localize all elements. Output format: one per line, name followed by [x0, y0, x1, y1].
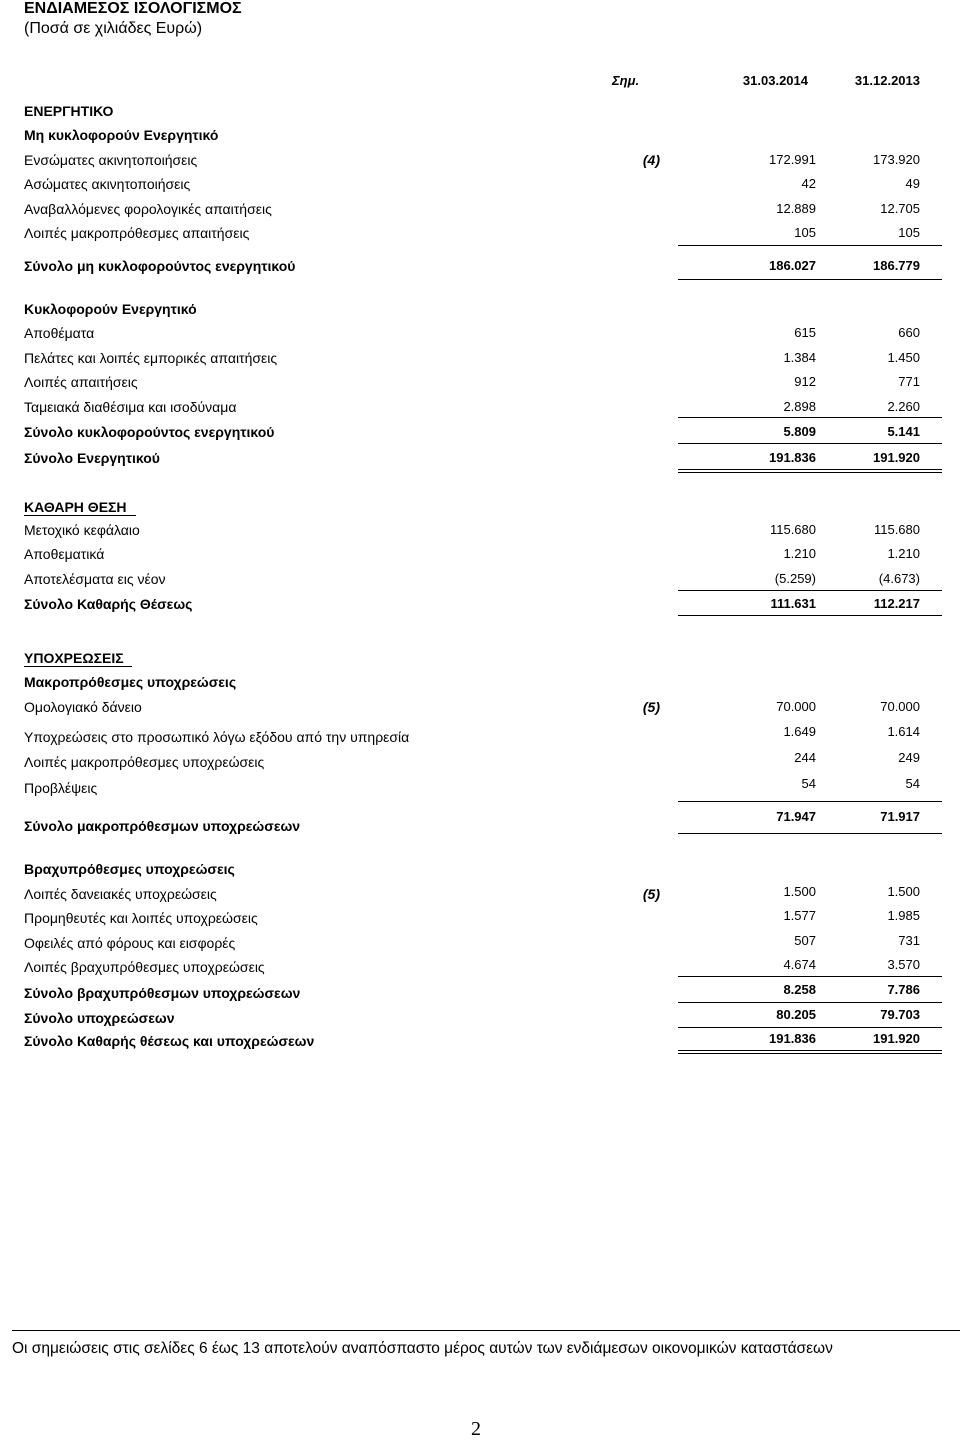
subsection-heading-shortterm: [24, 859, 924, 879]
row-value-2014: 186.027: [769, 258, 816, 273]
table-row: [24, 752, 924, 772]
section-heading-assets: [24, 101, 924, 121]
row-value-2013: 173.920: [873, 152, 920, 167]
row-label: Μη κυκλοφορούν Ενεργητικό: [24, 127, 219, 143]
row-value-2014: 2.898: [783, 399, 816, 414]
table-row: [24, 223, 924, 243]
row-value-2013: 112.217: [873, 596, 920, 611]
row-value-2013: 1.210: [887, 546, 920, 561]
subtotal-rule: [678, 417, 942, 418]
row-value-2013: 191.920: [873, 1031, 920, 1046]
row-label: ΕΝΕΡΓΗΤΙΚΟ: [24, 103, 114, 119]
row-label: Πελάτες και λοιπές εμπορικές απαιτήσεις: [24, 350, 278, 366]
row-value-2014: 912: [794, 374, 816, 389]
subsection-heading-longterm: [24, 672, 924, 692]
table-row: [24, 884, 924, 904]
total-row: [24, 448, 924, 468]
row-value-2013: 71.917: [880, 809, 920, 824]
row-value-2013: 7.786: [887, 982, 920, 997]
row-label: Αποτελέσματα εις νέον: [24, 571, 166, 587]
table-row: [24, 697, 924, 717]
row-label: ΚΑΘΑΡΗ ΘΕΣΗ: [24, 499, 127, 515]
row-value-2014: 5.809: [783, 424, 816, 439]
row-value-2013: 12.705: [880, 201, 920, 216]
subtotal-rule: [678, 245, 942, 246]
subsection-heading-noncurrent-assets: [24, 125, 924, 145]
row-value-2014: 8.258: [783, 982, 816, 997]
row-label: Ταμειακά διαθέσιμα και ισοδύναμα: [24, 399, 237, 415]
subtotal-rule: [678, 1002, 942, 1003]
row-label: Ενσώματες ακινητοποιήσεις: [24, 152, 198, 168]
table-row: [24, 778, 924, 798]
table-row: [24, 372, 924, 392]
row-value-2014: (5.259): [774, 571, 816, 586]
row-value-2014: 70.000: [776, 699, 816, 714]
table-row: [24, 908, 924, 928]
row-value-2013: (4.673): [878, 571, 920, 586]
row-note-ref: (5): [642, 699, 660, 715]
row-value-2013: 731: [898, 933, 920, 948]
row-value-2014: 71.947: [776, 809, 816, 824]
grand-total-row: [24, 1031, 924, 1051]
table-row: [24, 957, 924, 977]
row-value-2014: 507: [794, 933, 816, 948]
row-value-2014: 12.889: [776, 201, 816, 216]
row-label: Μετοχικό κεφάλαιο: [24, 522, 140, 538]
row-note-ref: (5): [642, 886, 660, 902]
row-value-2014: 1.384: [783, 350, 816, 365]
row-label: Αποθεματικά: [24, 546, 105, 562]
subsection-heading-current-assets: [24, 299, 924, 319]
row-value-2014: 191.836: [769, 450, 816, 465]
table-row: [24, 348, 924, 368]
document-title: ΕΝΔΙΑΜΕΣΟΣ ΙΣΟΛΟΓΙΣΜΟΣ: [24, 0, 242, 17]
footer-rule: [12, 1330, 960, 1331]
page-number: 2: [471, 1418, 481, 1440]
table-row: [24, 520, 924, 540]
row-value-2014: 244: [794, 750, 816, 765]
row-value-2014: 1.577: [783, 908, 816, 923]
row-value-2014: 111.631: [770, 596, 816, 611]
row-label: Προβλέψεις: [24, 780, 98, 796]
row-label: Σύνολο Ενεργητικού: [24, 450, 160, 466]
subtotal-row: [24, 983, 924, 1003]
row-value-2014: 191.836: [769, 1031, 816, 1046]
total-row: [24, 594, 924, 614]
date-column-header-1: 31.03.2014: [742, 73, 808, 88]
total-rule: [678, 1050, 942, 1051]
row-label: Ασώματες ακινητοποιήσεις: [24, 176, 191, 192]
row-value-2013: 191.920: [873, 450, 920, 465]
section-heading-equity: [24, 497, 924, 517]
total-double-rule: [678, 1053, 942, 1054]
row-label: Λοιπές βραχυπρόθεσμες υποχρεώσεις: [24, 959, 265, 975]
total-rule: [678, 279, 942, 280]
row-label: Σύνολο μη κυκλοφορούντος ενεργητικού: [24, 258, 296, 274]
row-value-2014: 1.500: [783, 884, 816, 899]
row-label: Υποχρεώσεις στο προσωπικό λόγω εξόδου από την υπηρεσία: [24, 729, 410, 745]
row-value-2013: 49: [905, 176, 920, 191]
table-row: [24, 150, 924, 170]
row-value-2013: 186.779: [873, 258, 920, 273]
row-label: Αποθέματα: [24, 325, 95, 341]
table-row: [24, 933, 924, 953]
row-label: Λοιπές απαιτήσεις: [24, 374, 138, 390]
row-label: Κυκλοφορούν Ενεργητικό: [24, 301, 197, 317]
footer-note: Οι σημειώσεις στις σελίδες 6 έως 13 αποτελούν αναπόσπαστο μέρος αυτών των ενδιάμεσων οικονομικών καταστάσεων: [12, 1340, 833, 1357]
row-label: ΥΠΟΧΡΕΩΣΕΙΣ: [24, 650, 124, 666]
row-value-2013: 1.614: [887, 724, 920, 739]
subtotal-rule: [678, 801, 942, 802]
row-label: Λοιπές μακροπρόθεσμες απαιτήσεις: [24, 225, 250, 241]
row-label: Προμηθευτές και λοιπές υποχρεώσεις: [24, 910, 258, 926]
row-label: Σύνολο Καθαρής θέσεως και υποχρεώσεων: [24, 1033, 315, 1049]
row-label: Σύνολο υποχρεώσεων: [24, 1010, 175, 1026]
row-label: Σύνολο Καθαρής Θέσεως: [24, 596, 193, 612]
subtotal-row: [24, 422, 924, 442]
row-value-2014: 115.680: [769, 522, 816, 537]
row-value-2013: 70.000: [880, 699, 920, 714]
row-value-2013: 115.680: [873, 522, 920, 537]
row-label: Μακροπρόθεσμες υποχρεώσεις: [24, 674, 237, 690]
row-value-2014: 80.205: [776, 1007, 816, 1022]
table-row: [24, 544, 924, 564]
section-heading-liabilities: [24, 648, 924, 668]
document-subtitle: (Ποσά σε χιλιάδες Ευρώ): [24, 20, 203, 37]
heading-underline: [24, 666, 132, 667]
total-rule: [678, 615, 942, 616]
row-label: Λοιπές μακροπρόθεσμες υποχρεώσεις: [24, 754, 265, 770]
row-value-2014: 172.991: [769, 152, 816, 167]
row-label: Σύνολο κυκλοφορούντος ενεργητικού: [24, 424, 275, 440]
date-column-header-2: 31.12.2013: [854, 73, 920, 88]
table-row: [24, 724, 924, 747]
row-value-2013: 771: [898, 374, 920, 389]
row-value-2013: 660: [898, 325, 920, 340]
row-label: Λοιπές δανειακές υποχρεώσεις: [24, 886, 217, 902]
total-row: [24, 1008, 924, 1028]
row-value-2013: 3.570: [887, 957, 920, 972]
total-rule: [678, 469, 942, 470]
row-label: Βραχυπρόθεσμες υποχρεώσεις: [24, 861, 235, 877]
total-double-rule: [678, 472, 942, 473]
row-label: Οφειλές από φόρους και εισφορές: [24, 935, 236, 951]
table-row: [24, 569, 924, 589]
subtotal-rule: [678, 976, 942, 977]
row-value-2014: 54: [801, 776, 816, 791]
row-value-2013: 2.260: [887, 399, 920, 414]
table-row: [24, 174, 924, 194]
note-column-header: Σημ.: [612, 73, 640, 88]
total-rule: [678, 833, 942, 834]
row-label: Σύνολο μακροπρόθεσμων υποχρεώσεων: [24, 818, 301, 834]
table-row: [24, 199, 924, 219]
table-row: [24, 397, 924, 417]
row-value-2013: 79.703: [880, 1007, 920, 1022]
row-value-2013: 1.450: [887, 350, 920, 365]
row-value-2013: 249: [898, 750, 920, 765]
heading-underline: [24, 515, 136, 516]
row-value-2013: 1.985: [887, 908, 920, 923]
subtotal-rule: [678, 590, 942, 591]
row-value-2014: 4.674: [783, 957, 816, 972]
row-note-ref: (4): [642, 152, 660, 168]
row-label: Σύνολο βραχυπρόθεσμων υποχρεώσεων: [24, 985, 301, 1001]
row-value-2014: 615: [794, 325, 816, 340]
row-value-2014: 42: [801, 176, 816, 191]
row-value-2014: 105: [794, 225, 816, 240]
row-value-2013: 1.500: [887, 884, 920, 899]
row-label: Ομολογιακό δάνειο: [24, 699, 142, 715]
row-value-2013: 54: [905, 776, 920, 791]
subtotal-rule: [678, 1027, 942, 1028]
row-value-2013: 5.141: [887, 424, 920, 439]
subtotal-row: [24, 256, 924, 276]
subtotal-rule: [678, 443, 942, 444]
row-value-2014: 1.210: [783, 546, 816, 561]
row-value-2013: 105: [898, 225, 920, 240]
row-label: Αναβαλλόμενες φορολογικές απαιτήσεις: [24, 201, 272, 217]
table-row: [24, 323, 924, 343]
row-value-2014: 1.649: [783, 724, 816, 739]
